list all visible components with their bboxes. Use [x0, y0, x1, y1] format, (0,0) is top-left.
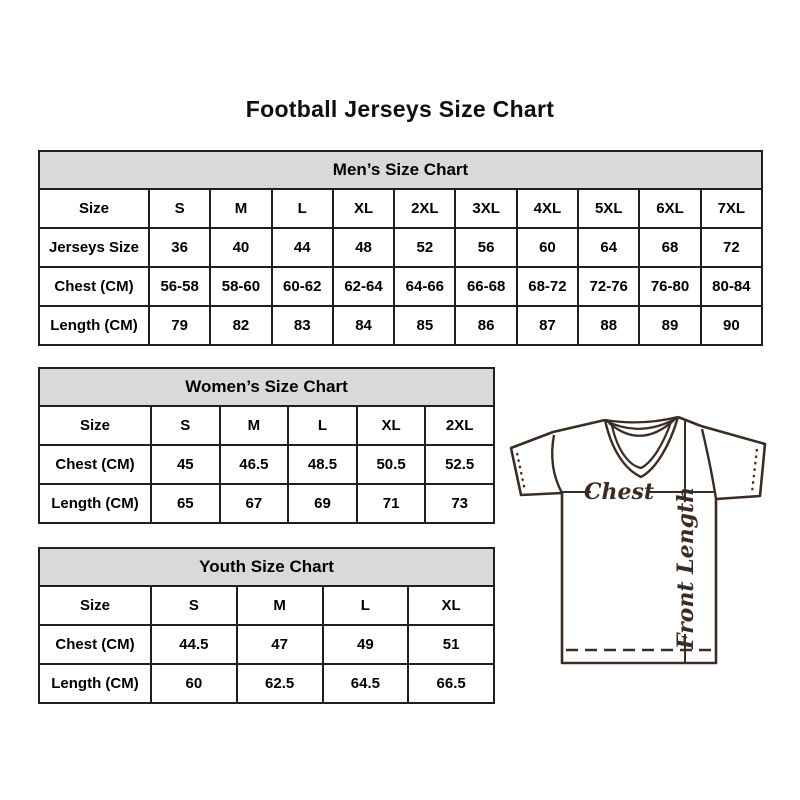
size-cell: 65: [151, 484, 220, 523]
chest-label: Chest: [583, 479, 655, 505]
size-cell: 72: [701, 228, 762, 267]
womens-table-title: Women’s Size Chart: [39, 368, 494, 406]
size-cell: M: [210, 189, 271, 228]
size-cell: S: [151, 406, 220, 445]
womens-row-size: [39, 406, 494, 445]
left-armhole-seam: [552, 435, 562, 493]
right-cuff-dotted-line: [752, 449, 757, 492]
size-cell: 46.5: [220, 445, 289, 484]
size-cell: 7XL: [701, 189, 762, 228]
size-cell: 76-80: [639, 267, 700, 306]
mens-row-jerseys-size: [39, 228, 762, 267]
size-cell: 36: [149, 228, 210, 267]
size-cell: L: [323, 586, 409, 625]
size-cell: 50.5: [357, 445, 426, 484]
size-cell: 84: [333, 306, 394, 345]
size-cell: 48.5: [288, 445, 357, 484]
size-cell: 80-84: [701, 267, 762, 306]
front-length-label: Front Length: [673, 486, 699, 650]
right-armhole-seam: [702, 429, 716, 499]
size-cell: L: [272, 189, 333, 228]
size-cell: 68: [639, 228, 700, 267]
womens-row-chest-cm: [39, 445, 494, 484]
size-cell: 89: [639, 306, 700, 345]
size-cell: 3XL: [455, 189, 516, 228]
size-cell: 2XL: [394, 189, 455, 228]
size-cell: 64.5: [323, 664, 409, 703]
size-cell: 87: [517, 306, 578, 345]
size-cell: 64: [578, 228, 639, 267]
size-cell: 85: [394, 306, 455, 345]
size-cell: 52.5: [425, 445, 494, 484]
size-cell: L: [288, 406, 357, 445]
size-cell: 49: [323, 625, 409, 664]
size-cell: 56-58: [149, 267, 210, 306]
size-cell: 4XL: [517, 189, 578, 228]
size-cell: 62-64: [333, 267, 394, 306]
size-cell: XL: [408, 586, 494, 625]
row-label: Length (CM): [39, 306, 149, 345]
mens-row-length-cm: [39, 306, 762, 345]
size-cell: 60: [151, 664, 237, 703]
row-label: Length (CM): [39, 664, 151, 703]
youth-size-table: [38, 547, 495, 704]
size-cell: 44: [272, 228, 333, 267]
size-cell: M: [237, 586, 323, 625]
collar-top-line: [605, 417, 678, 422]
size-cell: 45: [151, 445, 220, 484]
womens-row-length-cm: [39, 484, 494, 523]
size-cell: 60: [517, 228, 578, 267]
size-cell: M: [220, 406, 289, 445]
size-cell: 69: [288, 484, 357, 523]
size-cell: 56: [455, 228, 516, 267]
row-label: Length (CM): [39, 484, 151, 523]
size-cell: 58-60: [210, 267, 271, 306]
row-label: Size: [39, 586, 151, 625]
size-cell: 51: [408, 625, 494, 664]
size-cell: 44.5: [151, 625, 237, 664]
size-cell: 82: [210, 306, 271, 345]
size-cell: S: [151, 586, 237, 625]
size-cell: XL: [357, 406, 426, 445]
size-cell: 88: [578, 306, 639, 345]
row-label: Chest (CM): [39, 625, 151, 664]
size-cell: 71: [357, 484, 426, 523]
size-cell: 86: [455, 306, 516, 345]
mens-row-size: [39, 189, 762, 228]
row-label: Chest (CM): [39, 267, 149, 306]
size-cell: 48: [333, 228, 394, 267]
left-shoulder-line: [553, 420, 605, 432]
size-cell: 60-62: [272, 267, 333, 306]
page-title: Football Jerseys Size Chart: [245, 96, 555, 122]
row-label: Size: [39, 406, 151, 445]
size-cell: 47: [237, 625, 323, 664]
size-cell: 6XL: [639, 189, 700, 228]
youth-row-size: [39, 586, 494, 625]
size-cell: 90: [701, 306, 762, 345]
jersey-diagram: [498, 405, 778, 680]
row-label: Chest (CM): [39, 445, 151, 484]
right-shoulder-line: [678, 417, 701, 426]
size-cell: 64-66: [394, 267, 455, 306]
size-cell: 72-76: [578, 267, 639, 306]
left-sleeve-outline: [511, 432, 562, 495]
youth-table-title: Youth Size Chart: [39, 548, 494, 586]
youth-row-length-cm: [39, 664, 494, 703]
size-cell: 68-72: [517, 267, 578, 306]
row-label: Jerseys Size: [39, 228, 149, 267]
mens-table-title: Men’s Size Chart: [39, 151, 762, 189]
mens-row-chest-cm: [39, 267, 762, 306]
size-cell: 66-68: [455, 267, 516, 306]
size-cell: 73: [425, 484, 494, 523]
size-cell: 62.5: [237, 664, 323, 703]
youth-row-chest-cm: [39, 625, 494, 664]
womens-size-table: [38, 367, 495, 524]
size-cell: 2XL: [425, 406, 494, 445]
size-cell: 52: [394, 228, 455, 267]
size-cell: 83: [272, 306, 333, 345]
size-cell: XL: [333, 189, 394, 228]
size-cell: 40: [210, 228, 271, 267]
size-cell: 66.5: [408, 664, 494, 703]
size-cell: 67: [220, 484, 289, 523]
size-cell: S: [149, 189, 210, 228]
row-label: Size: [39, 189, 149, 228]
size-cell: 5XL: [578, 189, 639, 228]
mens-size-table: [38, 150, 763, 346]
size-cell: 79: [149, 306, 210, 345]
